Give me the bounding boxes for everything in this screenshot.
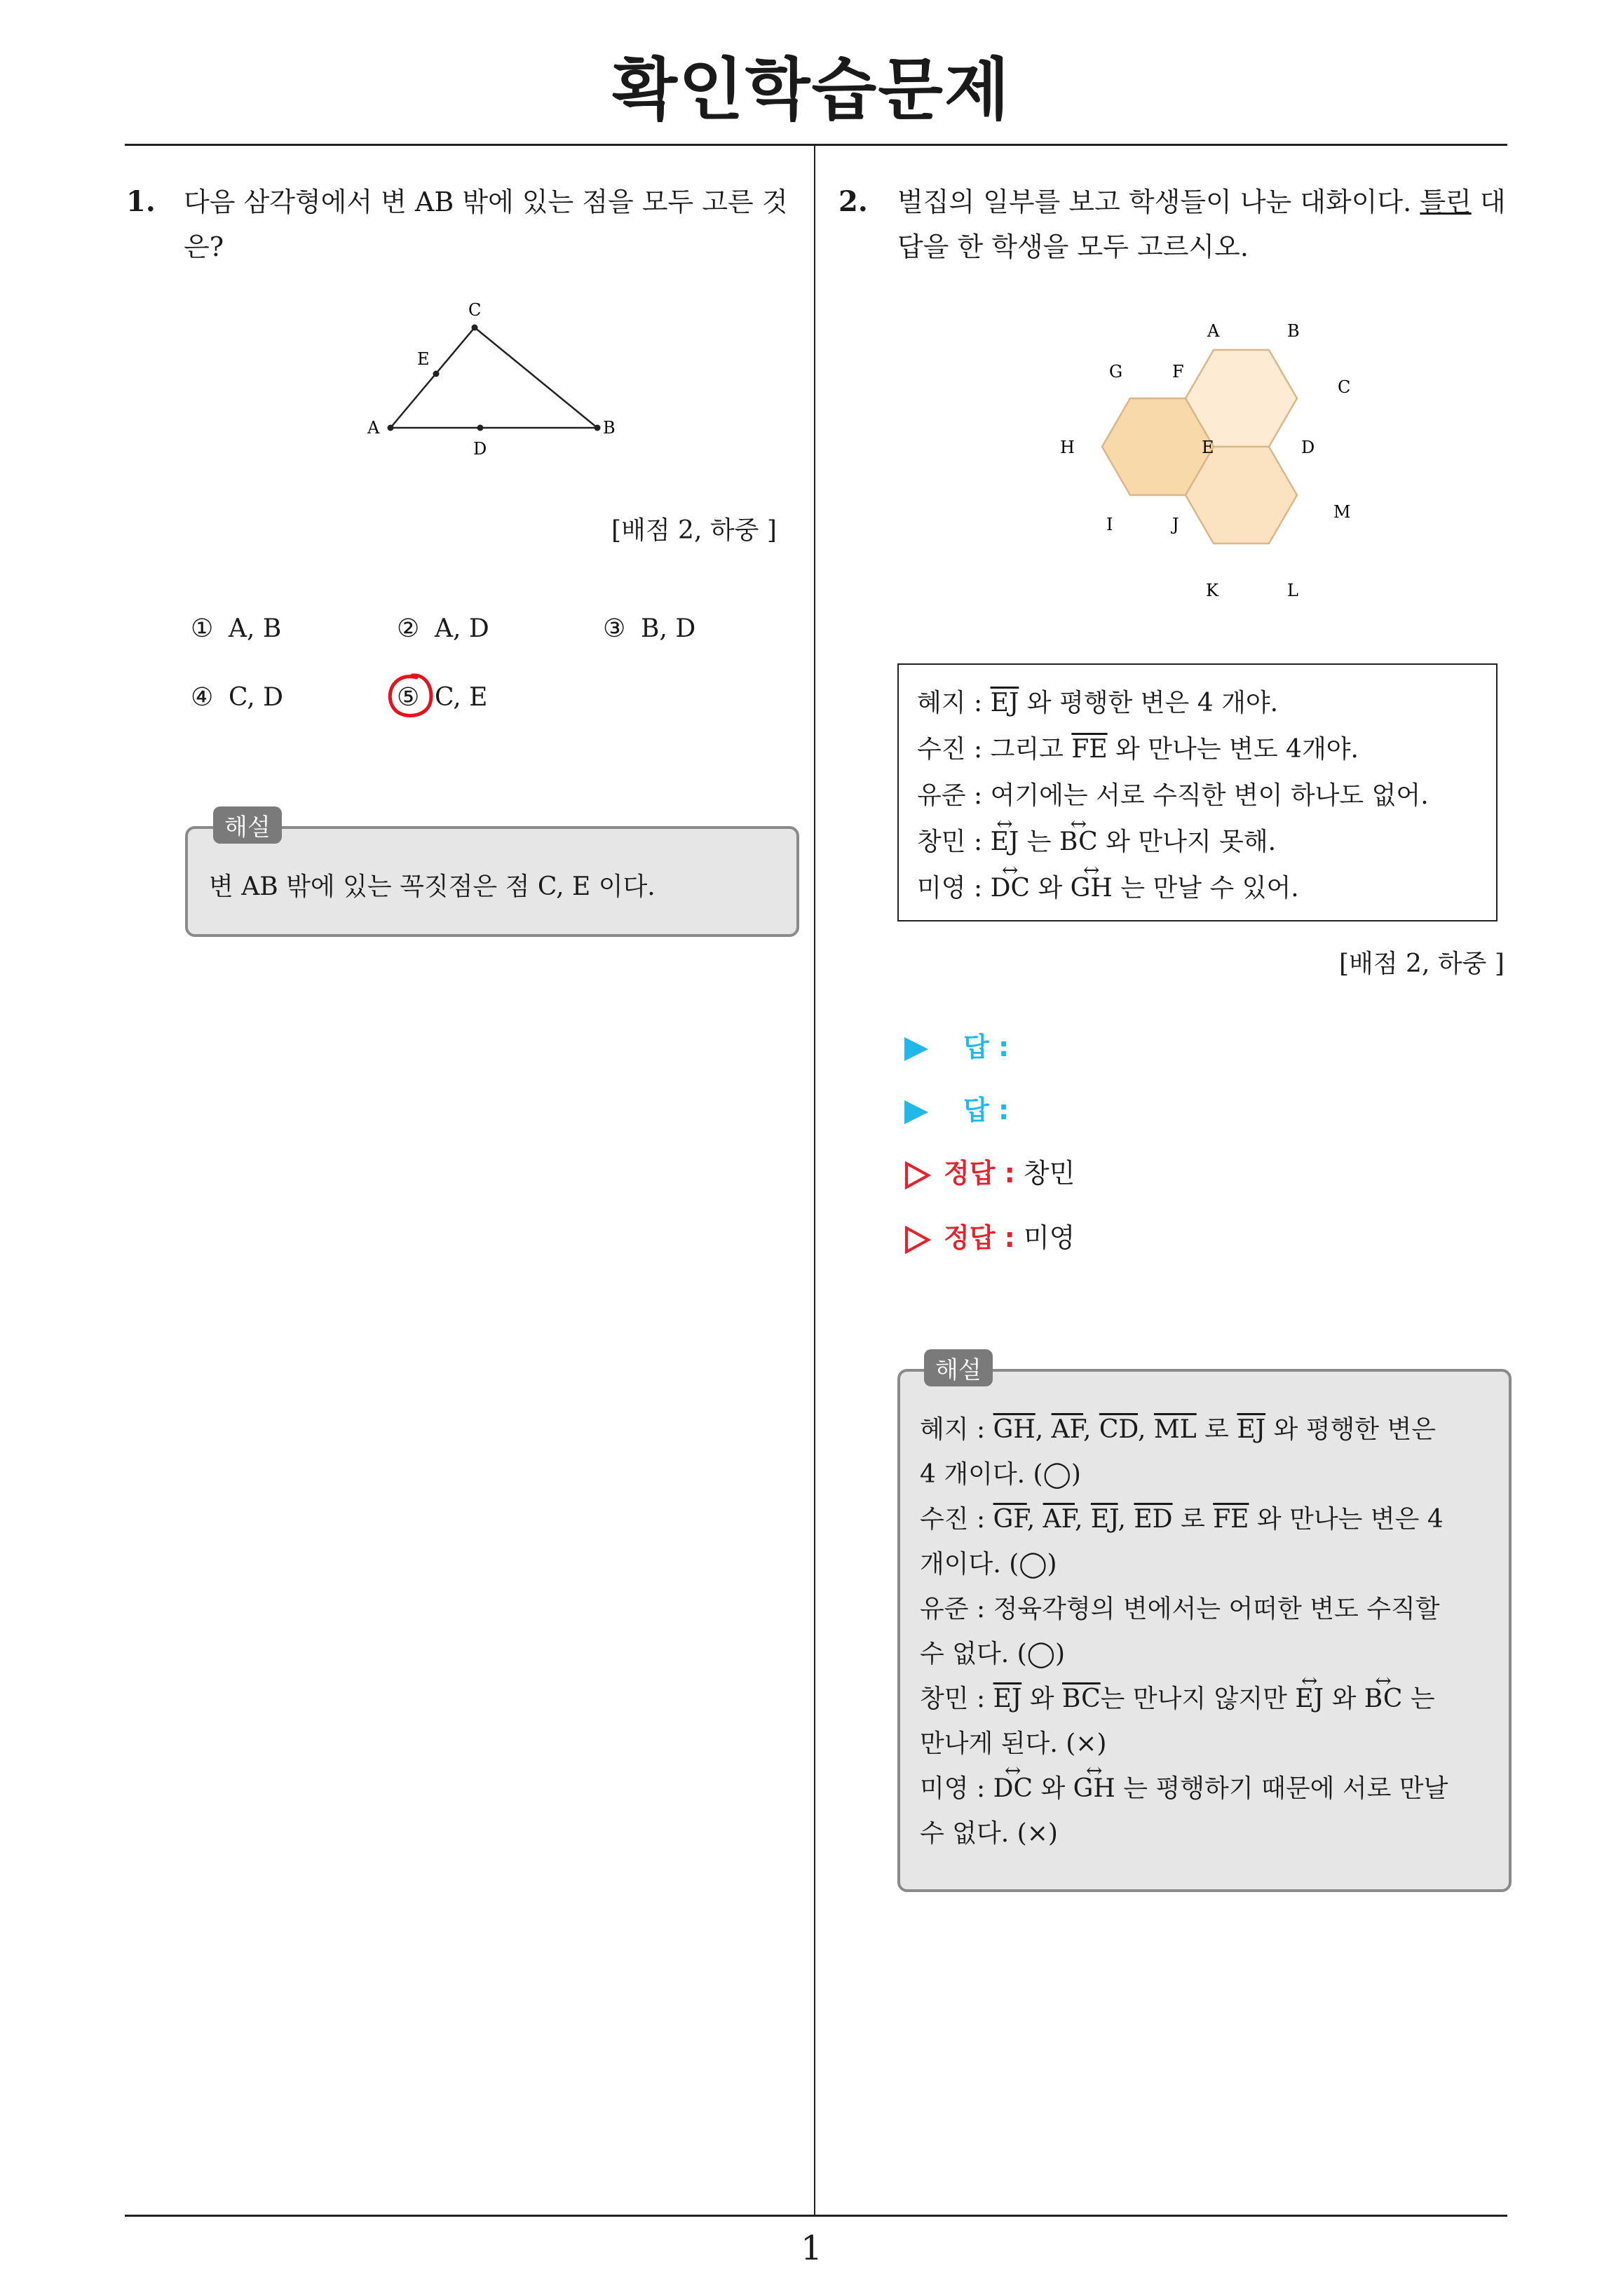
solution-line-3: 수진 : $\overline{GF}$, $\overline{AF}$, $\overline{EJ}$, $\overline{ED}$ 로 $\overline{FE}$ 와 만나는 변은 4 bbox=[920, 1505, 1444, 1534]
segment: $\overline{FE}$ bbox=[1071, 735, 1108, 764]
q2-label-d: D bbox=[1301, 438, 1315, 457]
segment: $\overline{EJ}$ bbox=[993, 1684, 1022, 1713]
segment: $\overline{AF}$ bbox=[1043, 1505, 1075, 1534]
segment: $\overline{EJ}$ bbox=[1237, 1415, 1266, 1444]
choice-text: C, E bbox=[435, 683, 488, 712]
correct-answer-arrow-icon bbox=[904, 1226, 931, 1254]
q1-text-line2: 은? bbox=[184, 231, 224, 262]
text: 창민 : bbox=[917, 828, 991, 856]
segment: $\overline{EJ}$ bbox=[990, 689, 1019, 717]
q1-solution-text: 변 AB 밖에 있는 꼭짓점은 점 C, E 이다. bbox=[209, 872, 656, 901]
correct-answer-arrow-icon bbox=[904, 1161, 931, 1189]
q2-label-c: C bbox=[1338, 377, 1351, 397]
segment: $\overline{GF}$ bbox=[993, 1505, 1027, 1534]
segment: $\overline{CD}$ bbox=[1099, 1415, 1139, 1444]
q1-score: [배점 2, 하중 ] bbox=[611, 516, 777, 545]
solution-line-6: 수 없다. (◯) bbox=[920, 1640, 1066, 1668]
q2-label-e: E bbox=[1202, 438, 1214, 457]
segment: $\overline{BC}$ bbox=[1061, 1684, 1101, 1713]
q1-text-line1: 다음 삼각형에서 변 AB 밖에 있는 점을 모두 고른 것 bbox=[184, 187, 788, 217]
q1-label-b: B bbox=[603, 418, 616, 438]
q1-triangle-figure bbox=[351, 295, 645, 463]
q1-label-e: E bbox=[417, 349, 430, 369]
choice-text: A, D bbox=[435, 614, 489, 643]
correct-answer-row-2 bbox=[904, 1216, 1075, 1255]
q1-label-c: C bbox=[468, 300, 482, 320]
solution-line-4: 개이다. (◯) bbox=[920, 1550, 1057, 1579]
footer-rule bbox=[125, 2215, 1507, 2217]
line: ↔ EJ bbox=[991, 828, 1019, 856]
q2-number: 2. bbox=[838, 185, 868, 218]
dialog-line-miyeong bbox=[917, 868, 1299, 904]
text: 혜지 : bbox=[917, 689, 991, 717]
text: 와 만나지 못해. bbox=[1097, 828, 1277, 856]
q2-text-emphasis: 틀린 bbox=[1420, 187, 1472, 217]
answer-circle-mark bbox=[384, 670, 436, 722]
choice-mark: ⑤ bbox=[397, 683, 420, 712]
text: 와 만나는 변도 4개야. bbox=[1107, 735, 1359, 764]
answer-value: 미영 bbox=[1023, 1222, 1075, 1253]
q2-text-part: 대 bbox=[1471, 187, 1506, 217]
answer-value: 창민 bbox=[1023, 1158, 1075, 1189]
q2-solution-tab: 해설 bbox=[924, 1349, 993, 1386]
q2-label-l: L bbox=[1287, 581, 1298, 600]
answer-label: 답 : bbox=[963, 1032, 1010, 1062]
q1-choice-2[interactable] bbox=[397, 614, 489, 643]
line: ↔ GH bbox=[1073, 1774, 1115, 1803]
text: 는 bbox=[1402, 1684, 1435, 1713]
line: ↔ BC bbox=[1364, 1684, 1403, 1713]
dialog-line-sujin bbox=[917, 729, 1359, 765]
q2-label-m: M bbox=[1333, 502, 1351, 522]
choice-mark: ① bbox=[191, 614, 214, 643]
solution-line-9 bbox=[920, 1769, 1448, 1804]
choice-mark: ③ bbox=[603, 614, 626, 643]
line: ↔ DC bbox=[991, 874, 1030, 903]
segment: $\overline{EJ}$ bbox=[1090, 1505, 1118, 1534]
text: 로 bbox=[1172, 1505, 1214, 1534]
answer-label: 정답 : bbox=[944, 1158, 1015, 1189]
q2-label-i: I bbox=[1106, 515, 1113, 534]
line: ↔ EJ bbox=[1295, 1684, 1324, 1713]
text: 와 bbox=[1030, 874, 1071, 903]
text: 수진 : 그리고 bbox=[917, 735, 1072, 764]
page-title: 확인학습문제 bbox=[612, 50, 1011, 129]
q2-label-a: A bbox=[1207, 321, 1220, 341]
choice-mark: ④ bbox=[191, 683, 214, 712]
solution-line-7 bbox=[920, 1679, 1435, 1715]
text: 는 bbox=[1019, 828, 1059, 856]
q1-choice-4[interactable] bbox=[191, 683, 283, 712]
header-rule bbox=[125, 144, 1507, 146]
q1-solution-tab: 해설 bbox=[213, 806, 282, 844]
text: 혜지 : bbox=[920, 1415, 993, 1444]
dialog-line-hyeji bbox=[917, 683, 1278, 719]
text: 수진 : bbox=[920, 1505, 993, 1534]
text: 와 bbox=[1021, 1684, 1062, 1713]
segment: $\overline{AF}$ bbox=[1051, 1415, 1083, 1444]
answer-arrow-icon bbox=[904, 1100, 928, 1124]
text: 와 평행한 변은 4 개야. bbox=[1019, 689, 1279, 717]
q2-label-f: F bbox=[1172, 362, 1184, 381]
q2-text-part: 벌집의 일부를 보고 학생들이 나눈 대화이다. bbox=[897, 187, 1420, 217]
solution-line-2: 4 개이다. (◯) bbox=[920, 1460, 1081, 1489]
choice-mark: ② bbox=[397, 614, 420, 643]
dialog-line-changmin bbox=[917, 822, 1276, 858]
solution-line-8: 만나게 된다. (×) bbox=[920, 1729, 1107, 1758]
text: 미영 : bbox=[920, 1774, 993, 1803]
text: 는 평행하기 때문에 서로 만날 bbox=[1115, 1774, 1448, 1803]
choice-text: B, D bbox=[641, 614, 696, 643]
q2-label-h: H bbox=[1060, 438, 1075, 457]
correct-answer-row-1 bbox=[904, 1152, 1075, 1190]
q2-label-k: K bbox=[1206, 581, 1218, 600]
q1-label-a: A bbox=[367, 418, 380, 438]
text: 와 만나는 변은 4 bbox=[1249, 1505, 1444, 1534]
text: 는 만날 수 있어. bbox=[1112, 874, 1299, 903]
q2-honeycomb-figure bbox=[1045, 295, 1381, 610]
answer-label: 정답 : bbox=[944, 1222, 1015, 1253]
answer-label: 답 : bbox=[963, 1095, 1010, 1126]
text: 창민 : bbox=[920, 1684, 993, 1713]
choice-text: C, D bbox=[229, 683, 284, 712]
segment: $\overline{GH}$ bbox=[993, 1415, 1035, 1444]
line: ↔ GH bbox=[1071, 874, 1113, 903]
q1-choice-1[interactable] bbox=[191, 614, 281, 643]
answer-row-2[interactable] bbox=[904, 1088, 1009, 1127]
line: ↔ DC bbox=[993, 1774, 1033, 1803]
q2-label-b: B bbox=[1287, 321, 1300, 341]
q1-choice-3[interactable] bbox=[603, 614, 695, 643]
column-divider bbox=[814, 144, 815, 2215]
page-number: 1 bbox=[801, 2229, 822, 2268]
segment: $\overline{FE}$ bbox=[1213, 1505, 1249, 1534]
line: ↔ BC bbox=[1059, 828, 1098, 856]
answer-arrow-icon bbox=[904, 1037, 928, 1061]
q1-number: 1. bbox=[126, 185, 156, 218]
q1-label-d: D bbox=[473, 439, 487, 459]
q2-score: [배점 2, 하중 ] bbox=[1339, 950, 1505, 978]
solution-line-5: 유준 : 정육각형의 변에서는 어떠한 변도 수직할 bbox=[920, 1595, 1440, 1623]
text: 와 평행한 변은 bbox=[1265, 1415, 1437, 1444]
text: 미영 : bbox=[917, 874, 991, 903]
dialog-line-yujun: 유준 : 여기에는 서로 수직한 변이 하나도 없어. bbox=[917, 781, 1429, 810]
text: 는 만나지 않지만 bbox=[1100, 1684, 1296, 1713]
q2-text-line2: 답을 한 학생을 모두 고르시오. bbox=[897, 231, 1249, 262]
solution-line-10: 수 없다. (×) bbox=[920, 1819, 1058, 1848]
answer-row-1[interactable] bbox=[904, 1025, 1009, 1064]
text: 와 bbox=[1033, 1774, 1073, 1803]
text: 와 bbox=[1324, 1684, 1364, 1713]
text: 로 bbox=[1196, 1415, 1237, 1444]
q2-label-g: G bbox=[1109, 362, 1123, 381]
segment: $\overline{ED}$ bbox=[1134, 1505, 1173, 1534]
q2-label-j: J bbox=[1172, 515, 1179, 534]
choice-text: A, B bbox=[229, 614, 282, 643]
segment: $\overline{ML}$ bbox=[1153, 1415, 1197, 1444]
solution-line-1: 혜지 : $\overline{GH}$, $\overline{AF}$, $\overline{CD}$, $\overline{ML}$ 로 $\overline{EJ}$ 와 평행한 변은 bbox=[920, 1415, 1437, 1444]
q2-text-line1 bbox=[897, 180, 1506, 224]
